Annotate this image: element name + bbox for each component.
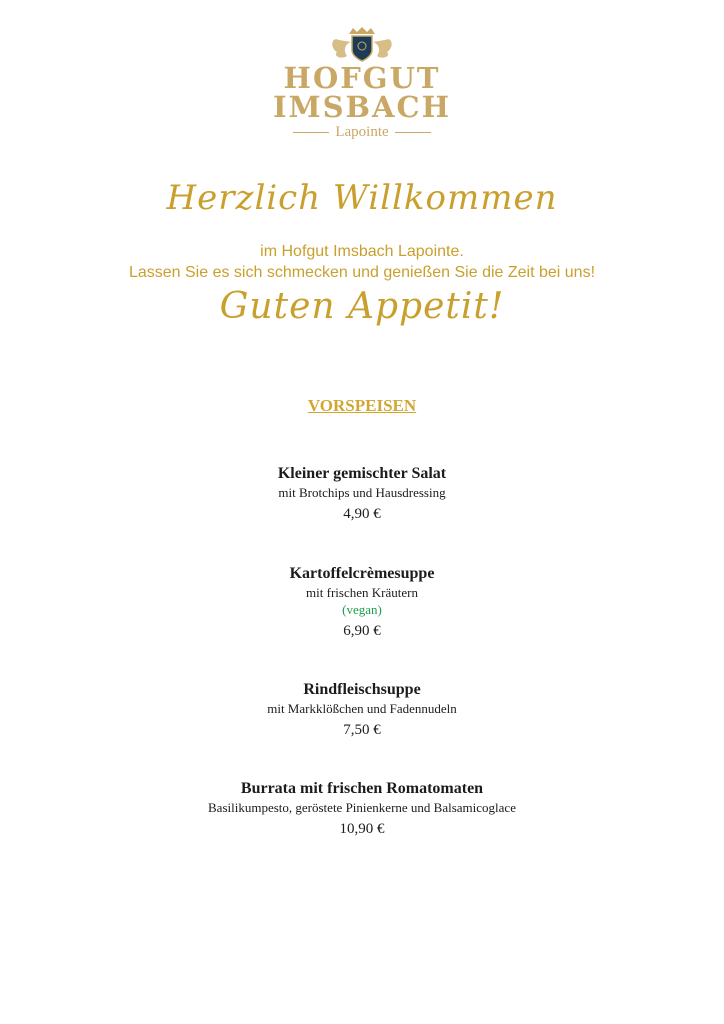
- menu-item: [0, 680, 724, 742]
- logo-line-1: HOFGUT: [283, 61, 441, 95]
- dish-title: Kleiner gemischter Salat: [277, 465, 447, 482]
- logo-subline: [0, 124, 724, 141]
- hofgut-logo: [0, 26, 724, 141]
- dish-description: mit frischen Kräutern: [306, 585, 418, 600]
- dish-title: Kartoffelcrèmesuppe: [289, 565, 435, 582]
- logo-sub: Lapointe: [335, 124, 389, 140]
- dish-description: mit Brotchips und Hausdressing: [278, 485, 446, 500]
- dish-title: Burrata mit frischen Romatomaten: [240, 780, 484, 797]
- menu-item: [0, 779, 724, 841]
- vegan-badge: (vegan): [342, 602, 382, 617]
- menu-item: [0, 564, 724, 643]
- dish-description: Basilikumpesto, geröstete Pinienkerne und Balsamicoglace: [208, 800, 516, 815]
- dish-price: 6,90 €: [343, 623, 381, 639]
- section-title: VORSPEISEN: [307, 396, 417, 415]
- intro-line-2: Lassen Sie es sich schmecken und genießen Sie die Zeit bei uns!: [128, 264, 596, 281]
- welcome-heading: Herzlich Willkommen: [166, 178, 558, 218]
- logo-line-2: IMSBACH: [272, 90, 452, 124]
- intro-text: [0, 241, 724, 283]
- logo-rule-right: [395, 132, 431, 133]
- logo-rule-left: [293, 132, 329, 133]
- appetit-heading: Guten Appetit!: [219, 286, 505, 327]
- crest-icon: [327, 26, 397, 64]
- dish-price: 4,90 €: [343, 506, 381, 522]
- intro-line-1: im Hofgut Imsbach Lapointe.: [260, 243, 464, 260]
- dish-price: 10,90 €: [339, 821, 385, 837]
- dish-price: 7,50 €: [343, 722, 381, 738]
- menu-item: [0, 464, 724, 526]
- dish-title: Rindfleischsuppe: [303, 681, 421, 698]
- dish-description: mit Markklößchen und Fadennudeln: [267, 701, 457, 716]
